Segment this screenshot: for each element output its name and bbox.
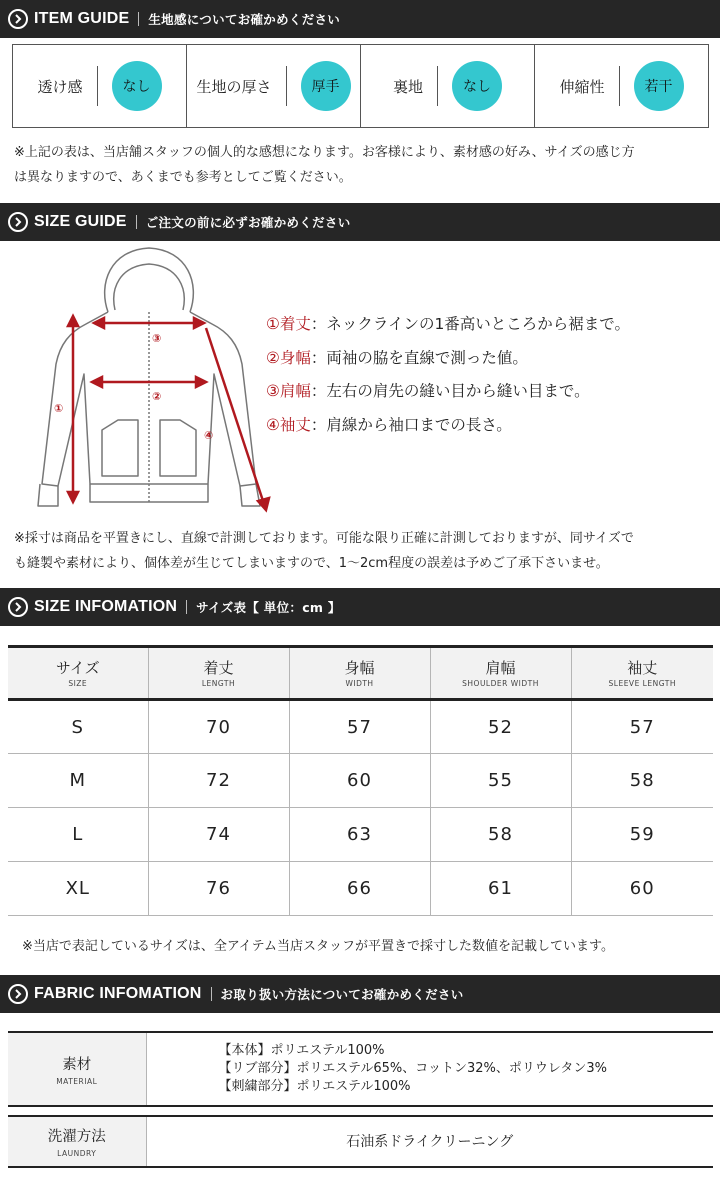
measure-length: ①着丈：ネックラインの1番高いところから裾まで。 xyxy=(266,315,630,333)
table-header-row xyxy=(8,647,713,700)
column-header-length: 着丈 LENGTH xyxy=(148,647,289,700)
size-info-title: SIZE INFOMATION xyxy=(34,598,178,615)
fabric-row-material xyxy=(8,1032,713,1106)
material-label: 素材 xyxy=(62,1056,92,1073)
table-row: M 72 60 55 58 xyxy=(8,754,713,808)
item-guide-subtitle: 生地感についてお確かめください xyxy=(148,12,341,27)
column-header-width: 身幅 WIDTH xyxy=(289,647,430,700)
chevron-right-icon xyxy=(8,9,28,29)
size-table xyxy=(8,645,713,916)
fabric-row-laundry xyxy=(8,1116,713,1167)
guide-label: 伸縮性 xyxy=(559,77,605,96)
guide-label: 裏地 xyxy=(392,77,423,96)
material-value: 【本体】ポリエステル100% 【リブ部分】ポリエステル65%、コットン32%、ポリウレタン3% 【刺繍部分】ポリエステル100% xyxy=(146,1032,713,1106)
fabric-table xyxy=(8,1031,713,1168)
fabric-info-subtitle: お取り扱い方法についてお確かめください xyxy=(220,987,464,1002)
column-header-size: サイズ SIZE xyxy=(8,647,148,700)
guide-value-badge: 若干 xyxy=(634,61,684,111)
material-label-en: MATERIAL xyxy=(56,1076,98,1086)
measure-shoulder: ③肩幅：左右の肩先の縫い目から縫い目まで。 xyxy=(266,382,590,400)
fabric-info-header xyxy=(0,975,720,1013)
chevron-right-icon xyxy=(8,984,28,1004)
hoodie-measurement-diagram xyxy=(18,244,280,514)
diagram-label-2: ② xyxy=(152,390,162,403)
chevron-right-icon xyxy=(8,597,28,617)
size-guide-note: ※採寸は商品を平置きにし、直線で計測しております。可能な限り正確に計測しておりますが、同サイズで も縫製や素材により、個体差が生じてしまいますので、1〜2cm程度の誤差は予めご了承下さいませ。 xyxy=(14,531,634,571)
measurement-legend xyxy=(266,308,630,442)
guide-label: 透け感 xyxy=(37,77,83,96)
measure-sleeve: ④袖丈：肩線から袖口までの長さ。 xyxy=(266,415,512,434)
table-row: S 70 57 52 57 xyxy=(8,700,713,754)
size-guide-header xyxy=(0,203,720,241)
guide-cell-stretch xyxy=(535,45,708,127)
measure-width: ②身幅：両袖の脇を直線で測った値。 xyxy=(266,348,528,367)
laundry-label: 洗濯方法 xyxy=(47,1129,106,1145)
guide-cell-sukekan xyxy=(13,45,187,127)
guide-cell-thickness xyxy=(187,45,361,127)
diagram-label-4: ④ xyxy=(204,429,214,442)
item-guide-title: ITEM GUIDE xyxy=(34,10,130,27)
header-separator xyxy=(138,12,139,26)
guide-value-badge: なし xyxy=(112,61,162,111)
laundry-label-en: LAUNDRY xyxy=(57,1149,97,1158)
table-row: XL 76 66 61 60 xyxy=(8,862,713,916)
guide-value-badge: 厚手 xyxy=(301,61,351,111)
item-guide-header xyxy=(0,0,720,38)
diagram-label-3: ③ xyxy=(152,332,162,345)
item-guide-box xyxy=(12,44,709,128)
size-info-note: ※当店で表記しているサイズは、全アイテム当店スタッフが平置きで採寸した数値を記載しています。 xyxy=(22,939,614,954)
chevron-right-icon xyxy=(8,212,28,232)
size-guide-title: SIZE GUIDE xyxy=(34,213,127,230)
table-row: L 74 63 58 59 xyxy=(8,808,713,862)
guide-label: 生地の厚さ xyxy=(196,77,272,96)
laundry-value: 石油系ドライクリーニング xyxy=(146,1116,713,1167)
column-header-shoulder: 肩幅 SHOULDER WIDTH xyxy=(430,647,571,700)
item-guide-note: ※上記の表は、当店舗スタッフの個人的な感想になります。お客様により、素材感の好み、サイズの感じ方 は異なりますので、あくまでも参考としてご覧ください。 xyxy=(14,145,635,185)
size-guide-subtitle: ご注文の前に必ずお確かめください xyxy=(145,215,351,230)
size-info-header xyxy=(0,588,720,626)
guide-value-badge: なし xyxy=(452,61,502,111)
guide-cell-lining xyxy=(361,45,535,127)
column-header-sleeve: 袖丈 SLEEVE LENGTH xyxy=(571,647,713,700)
size-info-subtitle: サイズ表【 単位：cm 】 xyxy=(196,600,341,615)
fabric-info-title: FABRIC INFOMATION xyxy=(34,985,202,1002)
diagram-label-1: ① xyxy=(54,402,64,415)
